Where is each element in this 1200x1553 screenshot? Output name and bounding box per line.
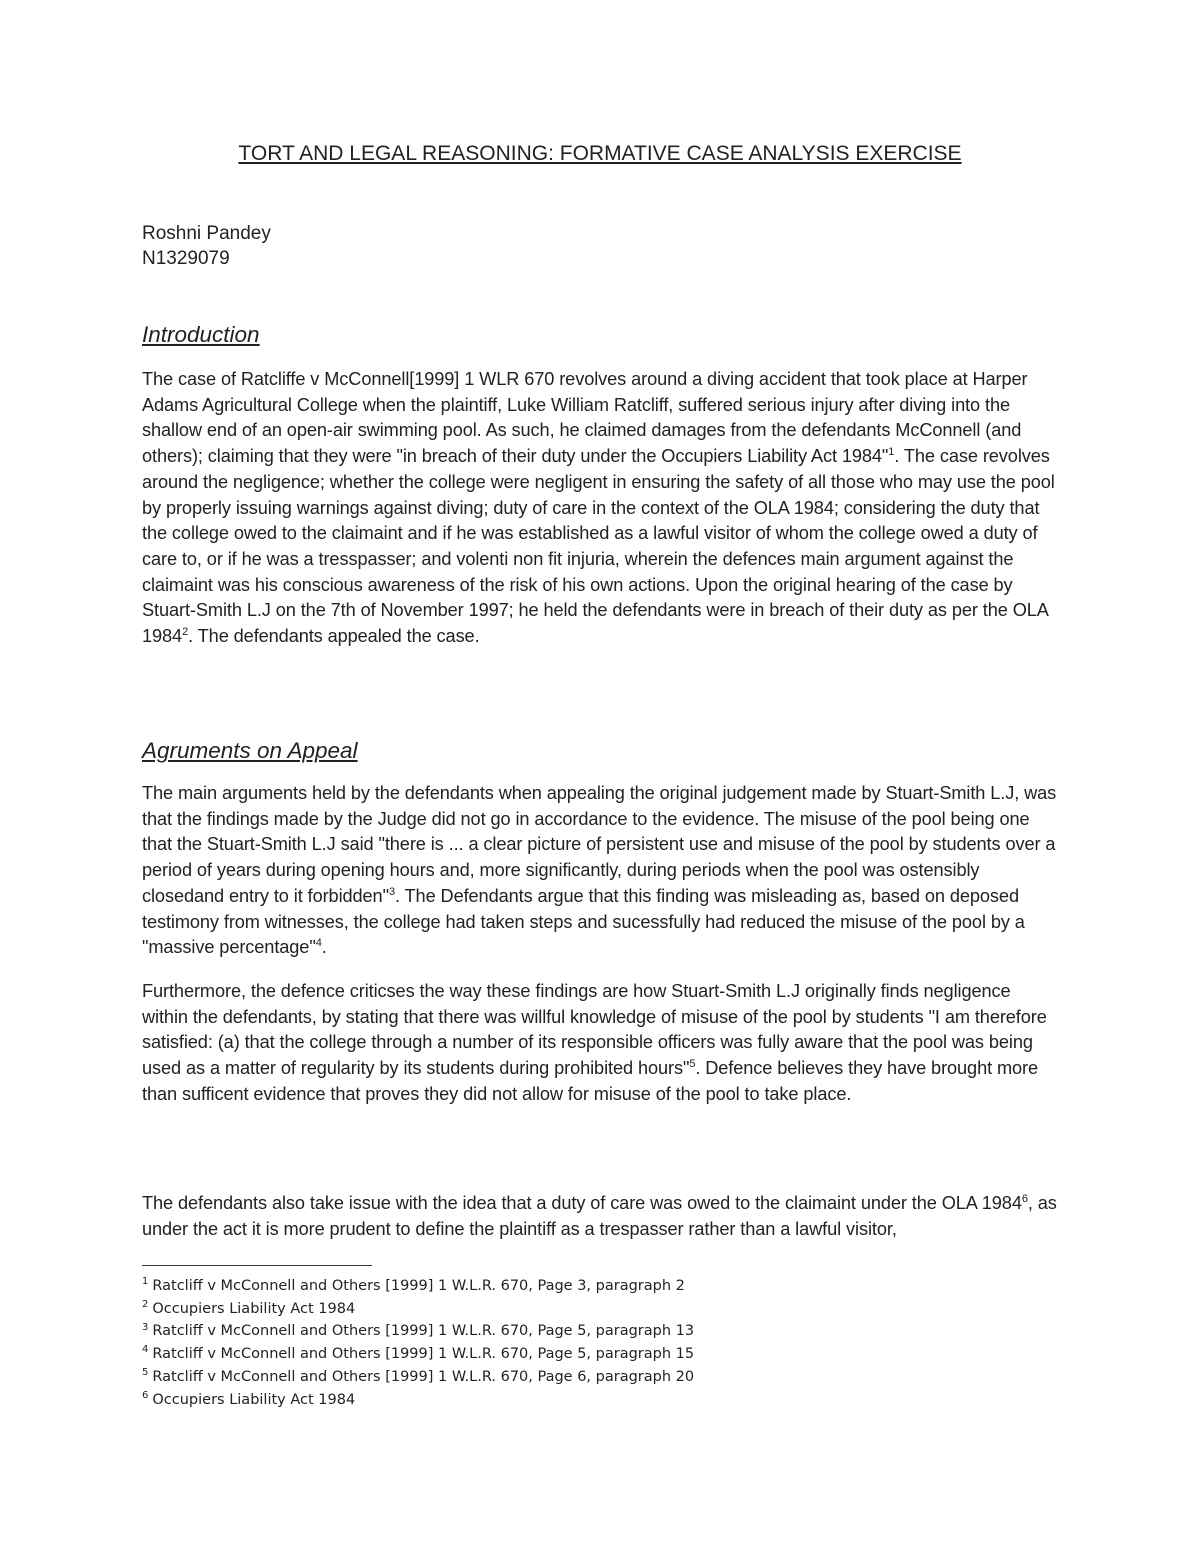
appeal-text-1c: . xyxy=(321,937,327,958)
footnote-item xyxy=(142,1389,694,1412)
appeal-paragraph-2 xyxy=(142,979,1060,1108)
footnote-number: 1 xyxy=(142,1276,149,1288)
appeal-text-1a: The main arguments held by the defendants when appealing the original judgement made by Stuart-Smith L.J, was that the findings made by the Judge did not go in accordance to the evidence. The misuse of the pool being one that the Stuart-Smith L.J said "there is ... a clear picture of persistent use and misuse of the pool by students over a period of years during opening hours and, more significantly, during periods when the pool was ostensibly closedand entry to it forbidden" xyxy=(142,783,1057,906)
footnote-item xyxy=(142,1343,694,1366)
footnote-item xyxy=(142,1366,694,1389)
footnote-text: Occupiers Liability Act 1984 xyxy=(152,1300,356,1317)
intro-text-2: . The case revolves around the negligence; whether the college were negligent in ensuring the safety of all those who may use the pool by properly issuing warnings against diving; duty of care in the context of the OLA 1984; considering the duty that the college owed to the claimaint and if he was established as a lawful visitor of whom the college owed a duty of care to, or if he was a tresspasser; and volenti non fit injuria, wherein the defences main argument against the claimaint was his conscious awareness of the risk of his own actions. Upon the original hearing of the case by Stuart-Smith L.J on the 7th of November 1997; he held the defendants were in breach of their duty as per the OLA 1984 xyxy=(142,446,1055,647)
footnote-text: Ratcliff v McConnell and Others [1999] 1 W.L.R. 670, Page 3, paragraph 2 xyxy=(152,1278,685,1294)
footnote-ref-3[interactable]: 3 xyxy=(388,885,395,898)
footnote-ref-2[interactable]: 2 xyxy=(182,625,189,638)
appeal-paragraph-3 xyxy=(142,1191,1060,1242)
appeal-paragraph-1 xyxy=(142,781,1060,961)
footnote-item xyxy=(142,1298,694,1321)
footnote-number: 2 xyxy=(142,1298,149,1310)
footnote-text: Occupiers Liability Act 1984 xyxy=(152,1391,356,1408)
author-name: Roshni Pandey xyxy=(142,223,271,244)
footnote-ref-1[interactable]: 1 xyxy=(888,446,895,459)
intro-text-1: The case of Ratcliffe v McConnell[1999] 1 WLR 670 revolves around a diving accident that took place at Harper Adams Agricultural College when the plaintiff, Luke William Ratcliff, suffered serious injury after diving into the shallow end of an open-air swimming pool. As such, he claimed damages from the defendants McConnell (and others); claiming that they were "in breach of their duty under the Occupiers Liability Act 1984" xyxy=(142,369,1028,467)
footnote-number: 3 xyxy=(142,1321,149,1333)
footnote-number: 4 xyxy=(142,1344,149,1356)
footnote-number: 6 xyxy=(142,1389,149,1401)
footnote-ref-6[interactable]: 6 xyxy=(1021,1192,1028,1205)
footnotes-list xyxy=(142,1275,694,1411)
footnote-separator xyxy=(142,1265,372,1266)
document-title: TORT AND LEGAL REASONING: FORMATIVE CASE ANALYSIS EXERCISE xyxy=(238,142,962,165)
footnote-item xyxy=(142,1320,694,1343)
footnote-text: Ratcliff v McConnell and Others [1999] 1 W.L.R. 670, Page 6, paragraph 20 xyxy=(152,1368,695,1385)
intro-text-3: . The defendants appealed the case. xyxy=(188,626,480,647)
footnote-ref-5[interactable]: 5 xyxy=(689,1058,696,1071)
appeal-text-2a: Furthermore, the defence criticses the way these findings are how Stuart-Smith L.J originally finds negligence within the defendants, by stating that there was willful knowledge of misuse of the pool by students "I am therefore satisfied: (a) that the college through a number of its responsible officers was fully aware that the pool was being used as a matter of regularity by its students during prohibited hours" xyxy=(142,981,1047,1079)
author-block xyxy=(142,221,271,271)
appeal-text-1b: . The Defendants argue that this finding was misleading as, based on deposed testimony from witnesses, the college had taken steps and sucessfully had reduced the misuse of the pool by a "massive percentage" xyxy=(142,885,1025,958)
introduction-paragraph xyxy=(142,367,1060,650)
appeal-heading: Agruments on Appeal xyxy=(142,738,358,763)
appeal-text-3b: , as under the act it is more prudent to define the plaintiff as a trespasser rather than a lawful visitor, xyxy=(142,1193,1057,1239)
appeal-text-2b: . Defence believes they have brought more than sufficent evidence that proves they did not allow for misuse of the pool to take place. xyxy=(142,1058,1039,1104)
footnote-text: Ratcliff v McConnell and Others [1999] 1 W.L.R. 670, Page 5, paragraph 15 xyxy=(152,1346,695,1363)
footnote-ref-4[interactable]: 4 xyxy=(315,937,322,950)
student-id: N1329079 xyxy=(142,248,230,269)
appeal-text-3a: The defendants also take issue with the idea that a duty of care was owed to the claimaint under the OLA 1984 xyxy=(142,1193,1022,1213)
footnote-number: 5 xyxy=(142,1366,149,1378)
footnote-text: Ratcliff v McConnell and Others [1999] 1 W.L.R. 670, Page 5, paragraph 13 xyxy=(152,1323,695,1340)
footnote-item xyxy=(142,1275,694,1298)
introduction-heading: Introduction xyxy=(142,322,260,347)
